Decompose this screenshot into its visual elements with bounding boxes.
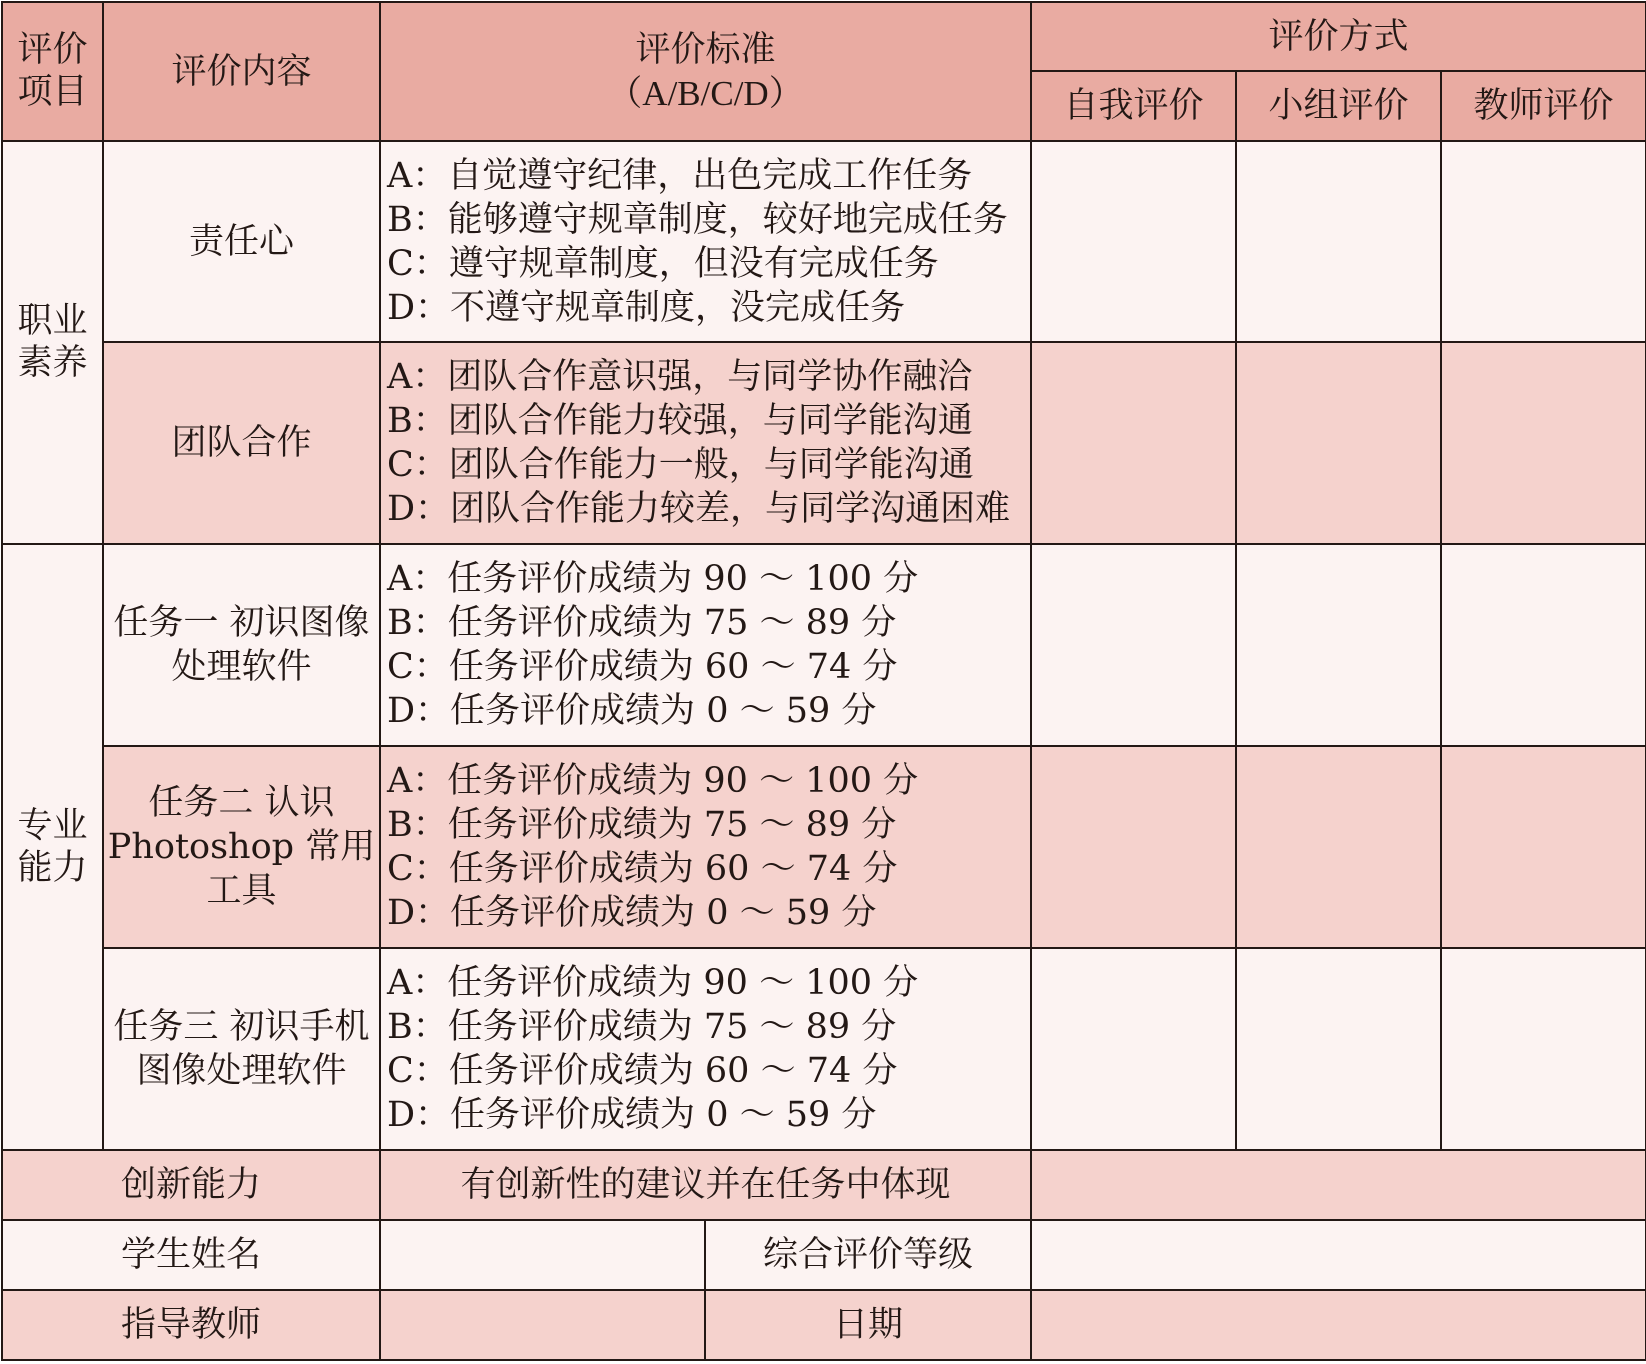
header-group: 小组评价 (1236, 71, 1441, 141)
criteria-line: C：任务评价成绩为 60 ～ 74 分 (387, 849, 898, 889)
date-label: 日期 (705, 1290, 1031, 1360)
criteria-line: D：任务评价成绩为 0 ～ 59 分 (387, 893, 877, 933)
instructor-row (2, 1290, 1646, 1360)
content-line: 图像处理软件 (136, 1051, 347, 1091)
innovation-eval-cell[interactable] (1031, 1150, 1646, 1220)
content-line: Photoshop 常用 (107, 827, 376, 867)
header-item: 评价项目 (17, 30, 88, 112)
criteria-line: A：任务评价成绩为 90 ～ 100 分 (387, 963, 919, 1003)
student-name-label: 学生姓名 (2, 1220, 380, 1290)
criteria-line: A：任务评价成绩为 90 ～ 100 分 (387, 559, 919, 599)
student-name-field[interactable] (380, 1220, 705, 1290)
instructor-field[interactable] (380, 1290, 705, 1360)
criteria-cell (380, 948, 1031, 1150)
content-cell: 责任心 (103, 141, 380, 342)
self-eval-cell[interactable] (1031, 141, 1236, 342)
innovation-criteria: 有创新性的建议并在任务中体现 (380, 1150, 1031, 1220)
criteria-line: C：遵守规章制度，但没有完成任务 (387, 243, 939, 284)
overall-grade-label: 综合评价等级 (705, 1220, 1031, 1290)
teacher-eval-cell[interactable] (1441, 746, 1646, 948)
criteria-line: C：任务评价成绩为 60 ～ 74 分 (387, 647, 898, 687)
group-eval-cell[interactable] (1236, 948, 1441, 1150)
criteria-line: B：团队合作能力较强，与同学能沟通 (387, 401, 973, 441)
instructor-label: 指导教师 (2, 1290, 380, 1360)
header-teacher: 教师评价 (1441, 71, 1646, 141)
header-row (2, 2, 1646, 71)
category-cell (2, 141, 103, 544)
innovation-label: 创新能力 (2, 1150, 380, 1220)
header-standard-sub: （A/B/C/D） (607, 73, 804, 113)
criteria-line: D：团队合作能力较差，与同学沟通困难 (387, 489, 1011, 529)
group-eval-cell[interactable] (1236, 342, 1441, 544)
criteria-line: B：能够遵守规章制度，较好地完成任务 (387, 199, 1008, 240)
criteria-cell (380, 544, 1031, 746)
criteria-line: A：任务评价成绩为 90 ～ 100 分 (387, 761, 919, 801)
criteria-line: B：任务评价成绩为 75 ～ 89 分 (387, 603, 897, 643)
criteria-cell (380, 141, 1031, 342)
criteria-cell (380, 746, 1031, 948)
criteria-cell (380, 342, 1031, 544)
teacher-eval-cell[interactable] (1441, 342, 1646, 544)
header-method: 评价方式 (1031, 2, 1646, 71)
content-line: 任务二 认识 (148, 783, 335, 823)
criteria-line: D：任务评价成绩为 0 ～ 59 分 (387, 1095, 877, 1135)
table-row (2, 746, 1646, 948)
category-cell (2, 544, 103, 1150)
content-line: 任务一 初识图像 (113, 603, 370, 643)
content-line: 处理软件 (171, 647, 312, 687)
criteria-line: D：任务评价成绩为 0 ～ 59 分 (387, 691, 877, 731)
overall-grade-field[interactable] (1031, 1220, 1646, 1290)
self-eval-cell[interactable] (1031, 544, 1236, 746)
header-item-cell (2, 2, 103, 141)
teacher-eval-cell[interactable] (1441, 948, 1646, 1150)
table-row (2, 948, 1646, 1150)
table-row (2, 342, 1646, 544)
content-cell (103, 746, 380, 948)
content-cell: 团队合作 (103, 342, 380, 544)
student-row (2, 1220, 1646, 1290)
group-eval-cell[interactable] (1236, 141, 1441, 342)
category-label: 专业能力 (17, 805, 88, 888)
self-eval-cell[interactable] (1031, 342, 1236, 544)
criteria-line: C：任务评价成绩为 60 ～ 74 分 (387, 1051, 898, 1091)
table-row (2, 544, 1646, 746)
group-eval-cell[interactable] (1236, 746, 1441, 948)
criteria-line: B：任务评价成绩为 75 ～ 89 分 (387, 805, 897, 845)
self-eval-cell[interactable] (1031, 948, 1236, 1150)
teacher-eval-cell[interactable] (1441, 141, 1646, 342)
content-line: 任务三 初识手机 (113, 1007, 370, 1047)
content-cell (103, 544, 380, 746)
header-self: 自我评价 (1031, 71, 1236, 141)
header-standard-title: 评价标准 (635, 29, 776, 70)
header-standard-cell (380, 2, 1031, 141)
criteria-line: C：团队合作能力一般，与同学能沟通 (387, 445, 974, 485)
date-field[interactable] (1031, 1290, 1646, 1360)
criteria-line: A：自觉遵守纪律，出色完成工作任务 (387, 155, 973, 196)
evaluation-table (1, 1, 1646, 1361)
content-cell (103, 948, 380, 1150)
innovation-row (2, 1150, 1646, 1220)
criteria-line: A：团队合作意识强，与同学协作融洽 (387, 357, 973, 397)
group-eval-cell[interactable] (1236, 544, 1441, 746)
self-eval-cell[interactable] (1031, 746, 1236, 948)
category-label: 职业素养 (17, 301, 88, 383)
header-content: 评价内容 (103, 2, 380, 141)
criteria-line: B：任务评价成绩为 75 ～ 89 分 (387, 1007, 897, 1047)
criteria-line: D：不遵守规章制度，没完成任务 (387, 287, 906, 328)
table-row (2, 141, 1646, 342)
content-line: 工具 (206, 871, 277, 911)
teacher-eval-cell[interactable] (1441, 544, 1646, 746)
